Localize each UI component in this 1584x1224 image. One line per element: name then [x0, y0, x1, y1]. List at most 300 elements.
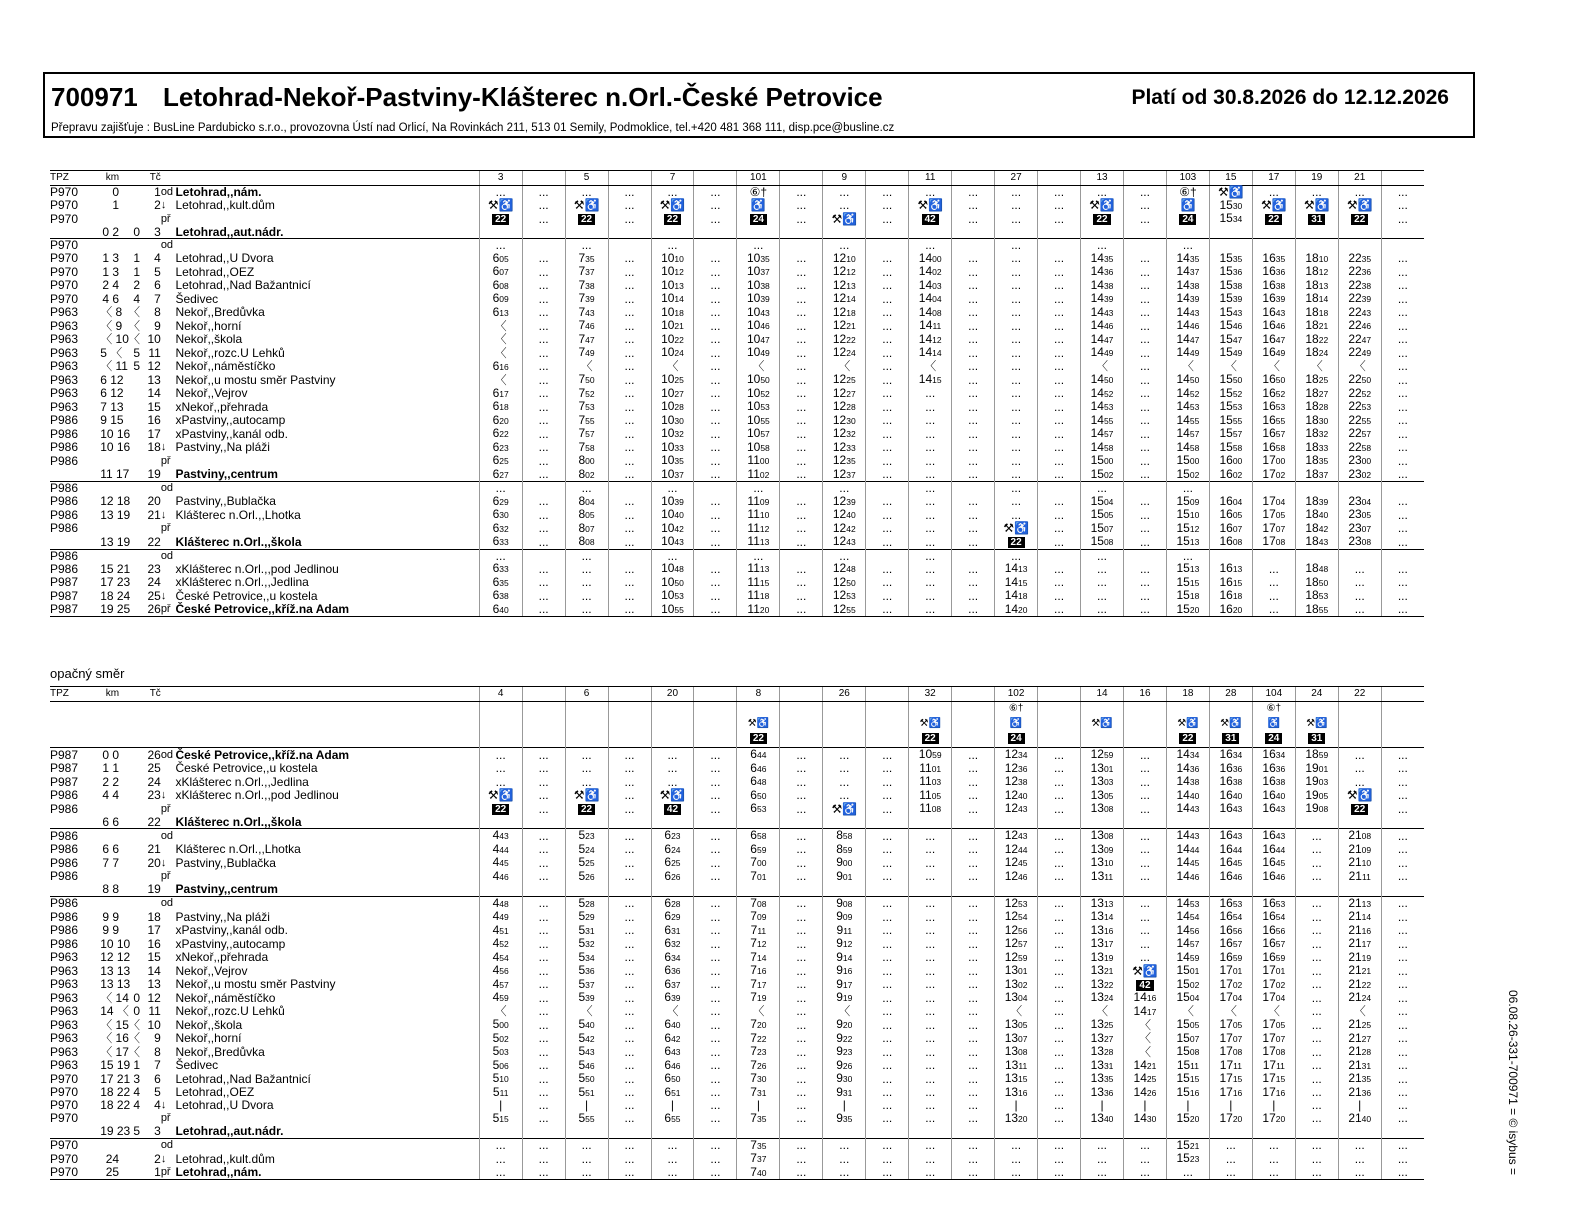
- time-cell: ...: [651, 1152, 694, 1166]
- stop-number-cell: 7: [154, 1058, 161, 1072]
- time-cell: ...: [909, 603, 952, 617]
- km2-cell: [121, 454, 142, 468]
- time-cell: 503: [479, 1045, 522, 1059]
- arrival-departure-cell: [161, 319, 176, 333]
- time-cell: ...: [1381, 1005, 1424, 1019]
- time-cell: ...: [608, 576, 651, 590]
- time-cell: [1381, 239, 1424, 252]
- tpz-cell: P970: [50, 211, 79, 226]
- time-cell: 1307: [995, 1032, 1038, 1046]
- km-cell: 7 13: [100, 399, 124, 414]
- km-cell: [100, 732, 121, 748]
- time-cell: 709: [737, 910, 780, 924]
- time-cell: ...: [608, 1032, 651, 1046]
- time-cell: ...: [522, 829, 565, 843]
- time-cell: |: [1338, 1099, 1381, 1112]
- time-cell: 1634: [1252, 748, 1295, 762]
- table-row: [50, 387, 1424, 401]
- time-cell: 1655: [1252, 414, 1295, 428]
- time-cell: ...: [1123, 924, 1166, 938]
- tpz-cell: P987: [50, 575, 79, 589]
- time-cell: ...: [1038, 762, 1081, 776]
- time-cell: ...: [823, 775, 866, 789]
- time-cell: ...: [1038, 924, 1081, 938]
- trip-number: [608, 171, 651, 186]
- time-cell: 1118: [737, 589, 780, 603]
- time-cell: ...: [952, 319, 995, 333]
- time-cell: ...: [694, 762, 737, 776]
- time-cell: 1701: [1252, 964, 1295, 978]
- time-cell: ...: [780, 1018, 823, 1032]
- time-cell: [1295, 239, 1338, 252]
- time-cell: ...: [694, 292, 737, 306]
- time-cell: 608: [479, 279, 522, 293]
- time-cell: 1240: [995, 789, 1038, 803]
- stop-name: xKlášterec n.Orl.,,Jedlina: [175, 774, 309, 789]
- time-cell: 2128: [1338, 1045, 1381, 1059]
- table-row: [50, 964, 1424, 978]
- table-row: [50, 400, 1424, 414]
- time-cell: 1636: [1209, 762, 1252, 776]
- km-cell: 13 19: [100, 507, 131, 522]
- stop-number-cell: 23: [147, 561, 161, 576]
- time-cell: ...: [1123, 252, 1166, 266]
- time-cell: ...: [1381, 937, 1424, 951]
- time-cell: ...: [694, 1086, 737, 1100]
- time-cell: 737: [737, 1152, 780, 1166]
- tpz-cell: P986: [50, 829, 100, 843]
- time-cell: [565, 717, 608, 732]
- time-cell: 1415: [909, 373, 952, 387]
- time-cell: ...: [1381, 829, 1424, 843]
- time-cell: ...: [780, 333, 823, 347]
- time-cell: ...: [1381, 978, 1424, 992]
- km-cell: 1 1: [102, 761, 120, 775]
- km2-cell: [121, 1138, 142, 1152]
- time-cell: 1014: [651, 292, 694, 306]
- time-cell: 1546: [1209, 319, 1252, 333]
- time-cell: [823, 717, 866, 732]
- stop-number-cell: 9: [154, 1031, 161, 1045]
- time-cell: ...: [866, 896, 909, 910]
- time-cell: 1640: [1209, 789, 1252, 803]
- time-cell: ...: [1166, 549, 1209, 562]
- time-cell: 1225: [823, 373, 866, 387]
- time-cell: ...: [780, 589, 823, 603]
- time-cell: 1716: [1209, 1086, 1252, 1100]
- time-cell: ...: [952, 1005, 995, 1019]
- time-cell: ...: [952, 991, 995, 1005]
- time-cell: ...: [1123, 589, 1166, 603]
- time-cell: 620: [479, 414, 522, 428]
- stop-number-cell: [142, 454, 161, 468]
- time-cell: 1704: [1252, 495, 1295, 509]
- time-cell: 1708: [1252, 1045, 1295, 1059]
- arrival-departure-cell: [161, 1125, 176, 1138]
- time-cell: [694, 549, 737, 562]
- time-cell: ...: [522, 252, 565, 266]
- km-cell: 18 22: [100, 1098, 131, 1112]
- tpz-cell: P986: [50, 923, 79, 937]
- time-cell: ...: [866, 910, 909, 924]
- tpz-cell: P963: [50, 1004, 79, 1018]
- time-cell: ...: [909, 508, 952, 522]
- time-cell: 1302: [995, 978, 1038, 992]
- time-cell: [479, 702, 522, 718]
- trip-number: 21: [1338, 171, 1381, 186]
- stop-name: [175, 896, 479, 910]
- time-cell: ...: [952, 1099, 995, 1112]
- tpz-cell: P986: [50, 494, 79, 508]
- time-cell: ...: [995, 212, 1038, 226]
- time-cell: 1040: [651, 508, 694, 522]
- time-cell: 1227: [823, 387, 866, 401]
- time-cell: [1081, 883, 1124, 896]
- km-cell: 4 4: [102, 788, 120, 802]
- time-cell: [823, 732, 866, 748]
- table-row: [50, 226, 1424, 239]
- time-cell: 1518: [1166, 589, 1209, 603]
- km2-cell: [121, 239, 142, 252]
- time-cell: 1340: [1081, 1112, 1124, 1126]
- time-cell: 550: [565, 1072, 608, 1086]
- km-cell: 13 13: [100, 977, 131, 991]
- time-cell: [1338, 482, 1381, 495]
- km-cell: 10 10: [100, 936, 131, 951]
- table-row: [50, 373, 1424, 387]
- time-cell: ...: [1038, 843, 1081, 857]
- time-cell: 1657: [1209, 937, 1252, 951]
- time-cell: ...: [694, 562, 737, 576]
- time-cell: 2131: [1338, 1059, 1381, 1073]
- time-cell: ...: [866, 454, 909, 468]
- col-header-tpz: TPZ: [50, 171, 100, 186]
- arrival-departure-cell: od: [161, 1138, 176, 1152]
- time-cell: 1538: [1209, 279, 1252, 293]
- time-cell: 1413: [995, 562, 1038, 576]
- time-cell: ...: [780, 896, 823, 910]
- time-cell: ...: [694, 1138, 737, 1152]
- trip-number: 104: [1252, 687, 1295, 702]
- stop-number-cell: 5: [154, 1085, 161, 1099]
- time-cell: [780, 482, 823, 495]
- time-cell: ...: [995, 468, 1038, 482]
- col-header-tc: Tč: [142, 687, 161, 702]
- time-cell: ...: [608, 212, 651, 226]
- time-cell: 651: [651, 1086, 694, 1100]
- time-cell: ...: [909, 562, 952, 576]
- time-cell: ...: [1123, 199, 1166, 213]
- time-cell: 807: [565, 522, 608, 536]
- time-cell: ...: [1381, 802, 1424, 816]
- time-cell: 637: [651, 978, 694, 992]
- time-cell: ...: [1381, 292, 1424, 306]
- time-cell: 1324: [1081, 991, 1124, 1005]
- time-cell: 22: [1338, 802, 1381, 816]
- tpz-cell: [50, 702, 100, 718]
- time-cell: 1523: [1166, 1152, 1209, 1166]
- time-cell: ...: [1381, 1112, 1424, 1126]
- tpz-cell: P986: [50, 909, 79, 924]
- time-cell: 1634: [1209, 748, 1252, 762]
- time-cell: 1039: [737, 292, 780, 306]
- arrival-departure-cell: [161, 400, 176, 414]
- stop-name: Klášterec n.Orl.,,škola: [175, 534, 302, 549]
- time-cell: ...: [780, 468, 823, 482]
- time-cell: ...: [608, 951, 651, 965]
- time-cell: ...: [909, 978, 952, 992]
- time-cell: 629: [651, 910, 694, 924]
- time-cell: ...: [866, 279, 909, 293]
- time-cell: 1511: [1166, 1059, 1209, 1073]
- time-cell: ...: [1381, 279, 1424, 293]
- time-cell: 536: [565, 964, 608, 978]
- time-cell: 746: [565, 319, 608, 333]
- time-cell: 1221: [823, 319, 866, 333]
- time-cell: [651, 702, 694, 718]
- time-cell: ...: [995, 239, 1038, 252]
- time-cell: ...: [1038, 212, 1081, 226]
- time-cell: ...: [1081, 576, 1124, 590]
- arrival-departure-cell: od: [161, 748, 176, 762]
- tpz-cell: P963: [50, 372, 79, 387]
- time-cell: 〈: [1123, 1045, 1166, 1059]
- arrival-departure-cell: [161, 1072, 176, 1086]
- stop-name: Pastviny,,Bublačka: [175, 855, 276, 870]
- time-cell: ...: [1038, 1138, 1081, 1152]
- time-cell: ...: [995, 508, 1038, 522]
- stop-number-cell: 18: [147, 440, 161, 454]
- time-cell: 1821: [1295, 319, 1338, 333]
- time-cell: 2119: [1338, 951, 1381, 965]
- table-row: [50, 762, 1424, 776]
- time-cell: ...: [780, 306, 823, 320]
- arrival-departure-cell: [161, 468, 176, 482]
- stop-number-cell: 2: [154, 198, 161, 212]
- time-cell: 〈: [479, 373, 522, 387]
- time-cell: ...: [1381, 454, 1424, 468]
- time-cell: 655: [651, 1112, 694, 1126]
- time-cell: 1254: [995, 910, 1038, 924]
- km-cell: 0: [112, 185, 120, 199]
- time-cell: ...: [694, 186, 737, 199]
- km-cell: [100, 482, 121, 495]
- stop-name: xPastviny,,kanál odb.: [175, 923, 288, 937]
- time-cell: [909, 883, 952, 896]
- time-cell: ...: [952, 802, 995, 816]
- time-cell: 618: [479, 400, 522, 414]
- time-cell: ...: [565, 775, 608, 789]
- time-cell: 1213: [823, 279, 866, 293]
- stop-name: [175, 482, 479, 495]
- km-cell: 11 17: [100, 467, 130, 481]
- time-cell: [1081, 816, 1124, 829]
- time-cell: ...: [694, 387, 737, 401]
- time-cell: 1505: [1081, 508, 1124, 522]
- time-cell: [1038, 732, 1081, 748]
- km2-cell: 0: [133, 224, 140, 239]
- col-header-km: km: [100, 687, 121, 702]
- time-cell: ...: [522, 762, 565, 776]
- km2-cell: [121, 883, 142, 896]
- time-cell: 931: [823, 1086, 866, 1100]
- time-cell: 22: [909, 732, 952, 748]
- stop-number-cell: 20: [147, 855, 161, 870]
- time-cell: ...: [1123, 508, 1166, 522]
- time-cell: 2125: [1338, 1018, 1381, 1032]
- time-cell: ...: [1381, 910, 1424, 924]
- time-cell: 〈: [565, 360, 608, 374]
- time-cell: ...: [1123, 748, 1166, 762]
- time-cell: 1458: [1081, 441, 1124, 455]
- time-cell: ⚒♿: [565, 199, 608, 213]
- time-cell: ...: [565, 482, 608, 495]
- time-cell: 2302: [1338, 468, 1381, 482]
- time-cell: 31: [1295, 212, 1338, 226]
- time-cell: ...: [1295, 951, 1338, 965]
- time-cell: 930: [823, 1072, 866, 1086]
- km-cell: 10 16: [100, 440, 131, 454]
- time-cell: [1123, 1125, 1166, 1138]
- time-cell: ...: [952, 789, 995, 803]
- time-cell: 1608: [1209, 535, 1252, 549]
- time-cell: ...: [780, 265, 823, 279]
- time-cell: ...: [909, 441, 952, 455]
- arrival-departure-cell: od: [160, 186, 174, 198]
- time-cell: ...: [479, 239, 522, 252]
- time-cell: 1701: [1209, 964, 1252, 978]
- time-cell: 546: [565, 1059, 608, 1073]
- time-cell: ...: [522, 951, 565, 965]
- km2-cell: [121, 702, 142, 718]
- time-cell: 1449: [1166, 346, 1209, 360]
- time-cell: ...: [1081, 562, 1124, 576]
- time-cell: ⑥†: [1166, 186, 1209, 199]
- time-cell: 1305: [1081, 789, 1124, 803]
- time-cell: 726: [737, 1059, 780, 1073]
- time-cell: [608, 717, 651, 732]
- time-cell: ...: [995, 495, 1038, 509]
- time-cell: 1035: [737, 252, 780, 266]
- time-cell: ...: [479, 186, 522, 199]
- arrival-departure-cell: [161, 910, 176, 924]
- table-row: [50, 951, 1424, 965]
- time-cell: ...: [780, 910, 823, 924]
- stop-name: Pastviny,,Bublačka: [175, 494, 276, 508]
- time-cell: 531: [565, 924, 608, 938]
- time-cell: ...: [522, 346, 565, 360]
- time-cell: 1504: [1166, 991, 1209, 1005]
- time-cell: [479, 717, 522, 732]
- time-cell: ...: [866, 186, 909, 199]
- time-cell: [1338, 1125, 1381, 1138]
- km-cell: 6 12: [100, 386, 124, 400]
- time-cell: ⚒♿: [1166, 717, 1209, 732]
- arrival-departure-cell: př: [160, 1112, 171, 1124]
- stop-number-cell: 14: [147, 963, 161, 978]
- time-cell: ...: [608, 522, 651, 536]
- time-cell: ...: [995, 199, 1038, 213]
- time-cell: [780, 717, 823, 732]
- time-cell: 1657: [1252, 427, 1295, 441]
- stop-number-cell: 18: [147, 909, 161, 924]
- time-cell: 632: [651, 937, 694, 951]
- table-row: [50, 702, 1424, 718]
- time-cell: 1534: [1209, 212, 1252, 226]
- time-cell: [608, 702, 651, 718]
- table-row: [50, 856, 1424, 870]
- time-cell: ...: [995, 549, 1038, 562]
- time-cell: 534: [565, 951, 608, 965]
- table-row: [50, 346, 1424, 360]
- time-cell: 2113: [1338, 896, 1381, 910]
- time-cell: ...: [952, 1138, 995, 1152]
- time-cell: [1381, 1125, 1424, 1138]
- arrival-departure-cell: př: [161, 603, 176, 617]
- stop-number-cell: 22: [147, 534, 161, 549]
- time-cell: 1654: [1209, 910, 1252, 924]
- col-header-km: km: [100, 171, 121, 186]
- time-cell: |: [1123, 1099, 1166, 1112]
- time-cell: ...: [479, 762, 522, 776]
- time-cell: ...: [608, 199, 651, 213]
- stop-number-cell: 11: [148, 1004, 161, 1018]
- tpz-cell: P987: [50, 748, 100, 762]
- time-cell: ...: [1123, 603, 1166, 617]
- time-cell: 1837: [1295, 468, 1338, 482]
- table-row: [50, 1045, 1424, 1059]
- tpz-cell: P986: [50, 561, 79, 576]
- time-cell: 1639: [1252, 292, 1295, 306]
- time-cell: 638: [479, 589, 522, 603]
- time-cell: ...: [909, 951, 952, 965]
- time-cell: 1652: [1252, 387, 1295, 401]
- time-cell: ...: [694, 279, 737, 293]
- time-cell: ...: [1123, 400, 1166, 414]
- time-cell: [694, 717, 737, 732]
- time-cell: ...: [608, 762, 651, 776]
- stop-name: Klášterec n.Orl.,,Lhotka: [175, 507, 301, 522]
- stop-name: Letohrad,,kult.dům: [175, 1151, 275, 1166]
- trip-number: [694, 687, 737, 702]
- time-cell: 1113: [737, 562, 780, 576]
- time-cell: ...: [608, 535, 651, 549]
- time-cell: ...: [608, 910, 651, 924]
- time-cell: ...: [909, 937, 952, 951]
- time-cell: 511: [479, 1086, 522, 1100]
- time-cell: ...: [909, 414, 952, 428]
- tpz-cell: P986: [50, 549, 100, 562]
- km-cell: 9 9: [102, 923, 120, 937]
- time-cell: 1705: [1252, 508, 1295, 522]
- time-cell: ...: [952, 522, 995, 536]
- time-cell: 1246: [995, 870, 1038, 884]
- table-row: [50, 549, 1424, 562]
- km-cell: 17 21: [100, 1071, 131, 1086]
- time-cell: 1505: [1166, 1018, 1209, 1032]
- time-cell: 1509: [1166, 495, 1209, 509]
- time-cell: ...: [780, 1112, 823, 1126]
- time-cell: [1038, 482, 1081, 495]
- time-cell: ...: [1081, 1138, 1124, 1152]
- table-row: [50, 910, 1424, 924]
- time-cell: ...: [522, 870, 565, 884]
- time-cell: [780, 702, 823, 718]
- time-cell: ...: [780, 802, 823, 816]
- time-cell: 2111: [1338, 870, 1381, 884]
- time-cell: ...: [522, 937, 565, 951]
- stop-name: Nekoř,,náměstíčko: [175, 359, 276, 373]
